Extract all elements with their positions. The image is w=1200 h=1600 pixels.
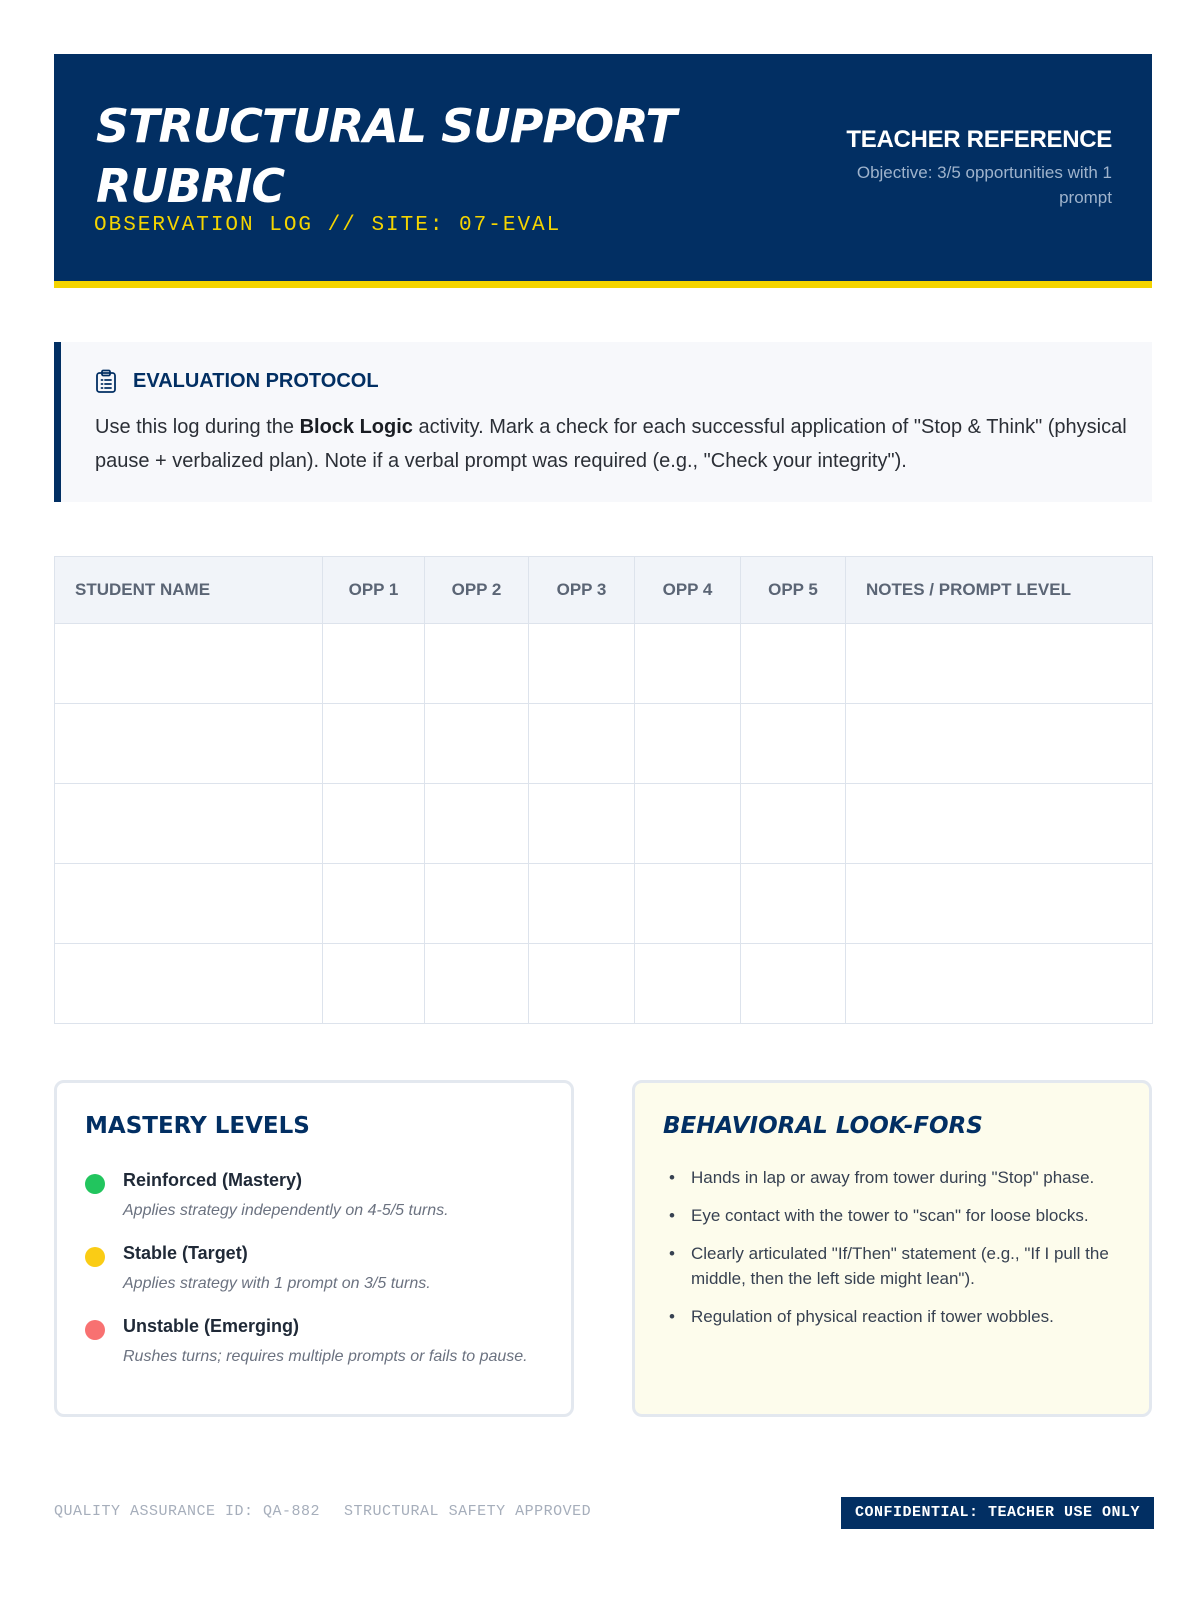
opp-cell[interactable] xyxy=(741,704,846,784)
student-name-cell[interactable] xyxy=(55,624,323,704)
table-row xyxy=(55,624,1153,704)
list-item: • Clearly articulated "If/Then" statement (e.g., "If I pull the middle, then the left side might lean"). xyxy=(667,1241,1127,1291)
yellow-dot-icon xyxy=(85,1247,105,1267)
evaluation-protocol-box xyxy=(54,342,1152,502)
red-dot-icon xyxy=(85,1320,105,1340)
opp-cell[interactable] xyxy=(323,864,425,944)
col-header-student-name: STUDENT NAME xyxy=(55,557,323,624)
opp-cell[interactable] xyxy=(529,784,635,864)
opp-cell[interactable] xyxy=(635,624,741,704)
protocol-instructions xyxy=(95,410,1135,478)
table-header-row xyxy=(55,557,1153,624)
opp-cell[interactable] xyxy=(425,624,529,704)
opp-cell[interactable] xyxy=(635,704,741,784)
opp-cell[interactable] xyxy=(425,944,529,1024)
opp-cell[interactable] xyxy=(635,864,741,944)
observation-log-table xyxy=(54,556,1153,1024)
notes-cell[interactable] xyxy=(846,944,1153,1024)
look-fors-title: BEHAVIORAL LOOK-FORS xyxy=(663,1113,983,1139)
level-name: Unstable (Emerging) xyxy=(123,1316,300,1336)
reference-objective: Objective: 3/5 opportunities with 1 prompt xyxy=(856,163,1112,207)
col-header-opp-1: OPP 1 xyxy=(323,557,425,624)
table-row xyxy=(55,944,1153,1024)
teacher-reference xyxy=(812,126,1112,210)
protocol-activity-name: Block Logic xyxy=(299,416,413,438)
opp-cell[interactable] xyxy=(425,704,529,784)
level-name: Stable (Target) xyxy=(123,1243,248,1263)
opp-cell[interactable] xyxy=(741,944,846,1024)
qa-id: QUALITY ASSURANCE ID: QA-882 xyxy=(54,1503,321,1520)
green-dot-icon xyxy=(85,1174,105,1194)
notes-cell[interactable] xyxy=(846,784,1153,864)
protocol-text-end: activity. Mark a check for each successful application of "Stop & Think" (physical pause + verbalized plan). Note if a verbal prompt was required (e.g., "Check your integrity"). xyxy=(95,416,1127,472)
notes-cell[interactable] xyxy=(846,704,1153,784)
page-subtitle: OBSERVATION LOG // SITE: 07-EVAL xyxy=(94,214,562,237)
opp-cell[interactable] xyxy=(741,784,846,864)
opp-cell[interactable] xyxy=(741,864,846,944)
opp-cell[interactable] xyxy=(323,704,425,784)
protocol-text-start: Use this log during the xyxy=(95,416,300,438)
list-item: • Regulation of physical reaction if tower wobbles. xyxy=(667,1304,1127,1329)
footer-meta xyxy=(54,1503,591,1520)
confidential-badge: CONFIDENTIAL: TEACHER USE ONLY xyxy=(841,1497,1154,1529)
level-description: Applies strategy independently on 4-5/5 turns. xyxy=(123,1202,449,1219)
level-description: Applies strategy with 1 prompt on 3/5 turns. xyxy=(123,1275,431,1292)
opp-cell[interactable] xyxy=(741,624,846,704)
student-name-cell[interactable] xyxy=(55,864,323,944)
notes-cell[interactable] xyxy=(846,624,1153,704)
behavioral-look-fors-card xyxy=(632,1080,1152,1417)
opp-cell[interactable] xyxy=(323,944,425,1024)
opp-cell[interactable] xyxy=(635,784,741,864)
reference-title: TEACHER REFERENCE xyxy=(846,126,1112,153)
protocol-title: EVALUATION PROTOCOL xyxy=(133,369,379,392)
opp-cell[interactable] xyxy=(323,784,425,864)
clipboard-icon xyxy=(95,369,117,393)
protocol-heading xyxy=(95,369,379,393)
table-row xyxy=(55,784,1153,864)
opp-cell[interactable] xyxy=(323,624,425,704)
opp-cell[interactable] xyxy=(529,864,635,944)
header-banner xyxy=(54,54,1152,288)
mastery-title: MASTERY LEVELS xyxy=(85,1113,310,1139)
col-header-opp-5: OPP 5 xyxy=(741,557,846,624)
student-name-cell[interactable] xyxy=(55,944,323,1024)
col-header-opp-4: OPP 4 xyxy=(635,557,741,624)
opp-cell[interactable] xyxy=(635,944,741,1024)
table-row xyxy=(55,704,1153,784)
page-title: STRUCTURAL SUPPORT RUBRIC xyxy=(96,99,676,213)
opp-cell[interactable] xyxy=(529,704,635,784)
table-row xyxy=(55,864,1153,944)
col-header-opp-3: OPP 3 xyxy=(529,557,635,624)
col-header-opp-2: OPP 2 xyxy=(425,557,529,624)
notes-cell[interactable] xyxy=(846,864,1153,944)
opp-cell[interactable] xyxy=(425,784,529,864)
col-header-notes: NOTES / PROMPT LEVEL xyxy=(846,557,1153,624)
student-name-cell[interactable] xyxy=(55,784,323,864)
opp-cell[interactable] xyxy=(425,864,529,944)
safety-approval: STRUCTURAL SAFETY APPROVED xyxy=(344,1503,592,1520)
student-name-cell[interactable] xyxy=(55,704,323,784)
mastery-levels-card xyxy=(54,1080,574,1417)
level-description: Rushes turns; requires multiple prompts or fails to pause. xyxy=(123,1348,528,1365)
list-item: • Eye contact with the tower to "scan" for loose blocks. xyxy=(667,1203,1127,1228)
opp-cell[interactable] xyxy=(529,624,635,704)
level-name: Reinforced (Mastery) xyxy=(123,1170,303,1190)
opp-cell[interactable] xyxy=(529,944,635,1024)
look-fors-list xyxy=(667,1165,1127,1342)
list-item: • Hands in lap or away from tower during "Stop" phase. xyxy=(667,1165,1127,1190)
